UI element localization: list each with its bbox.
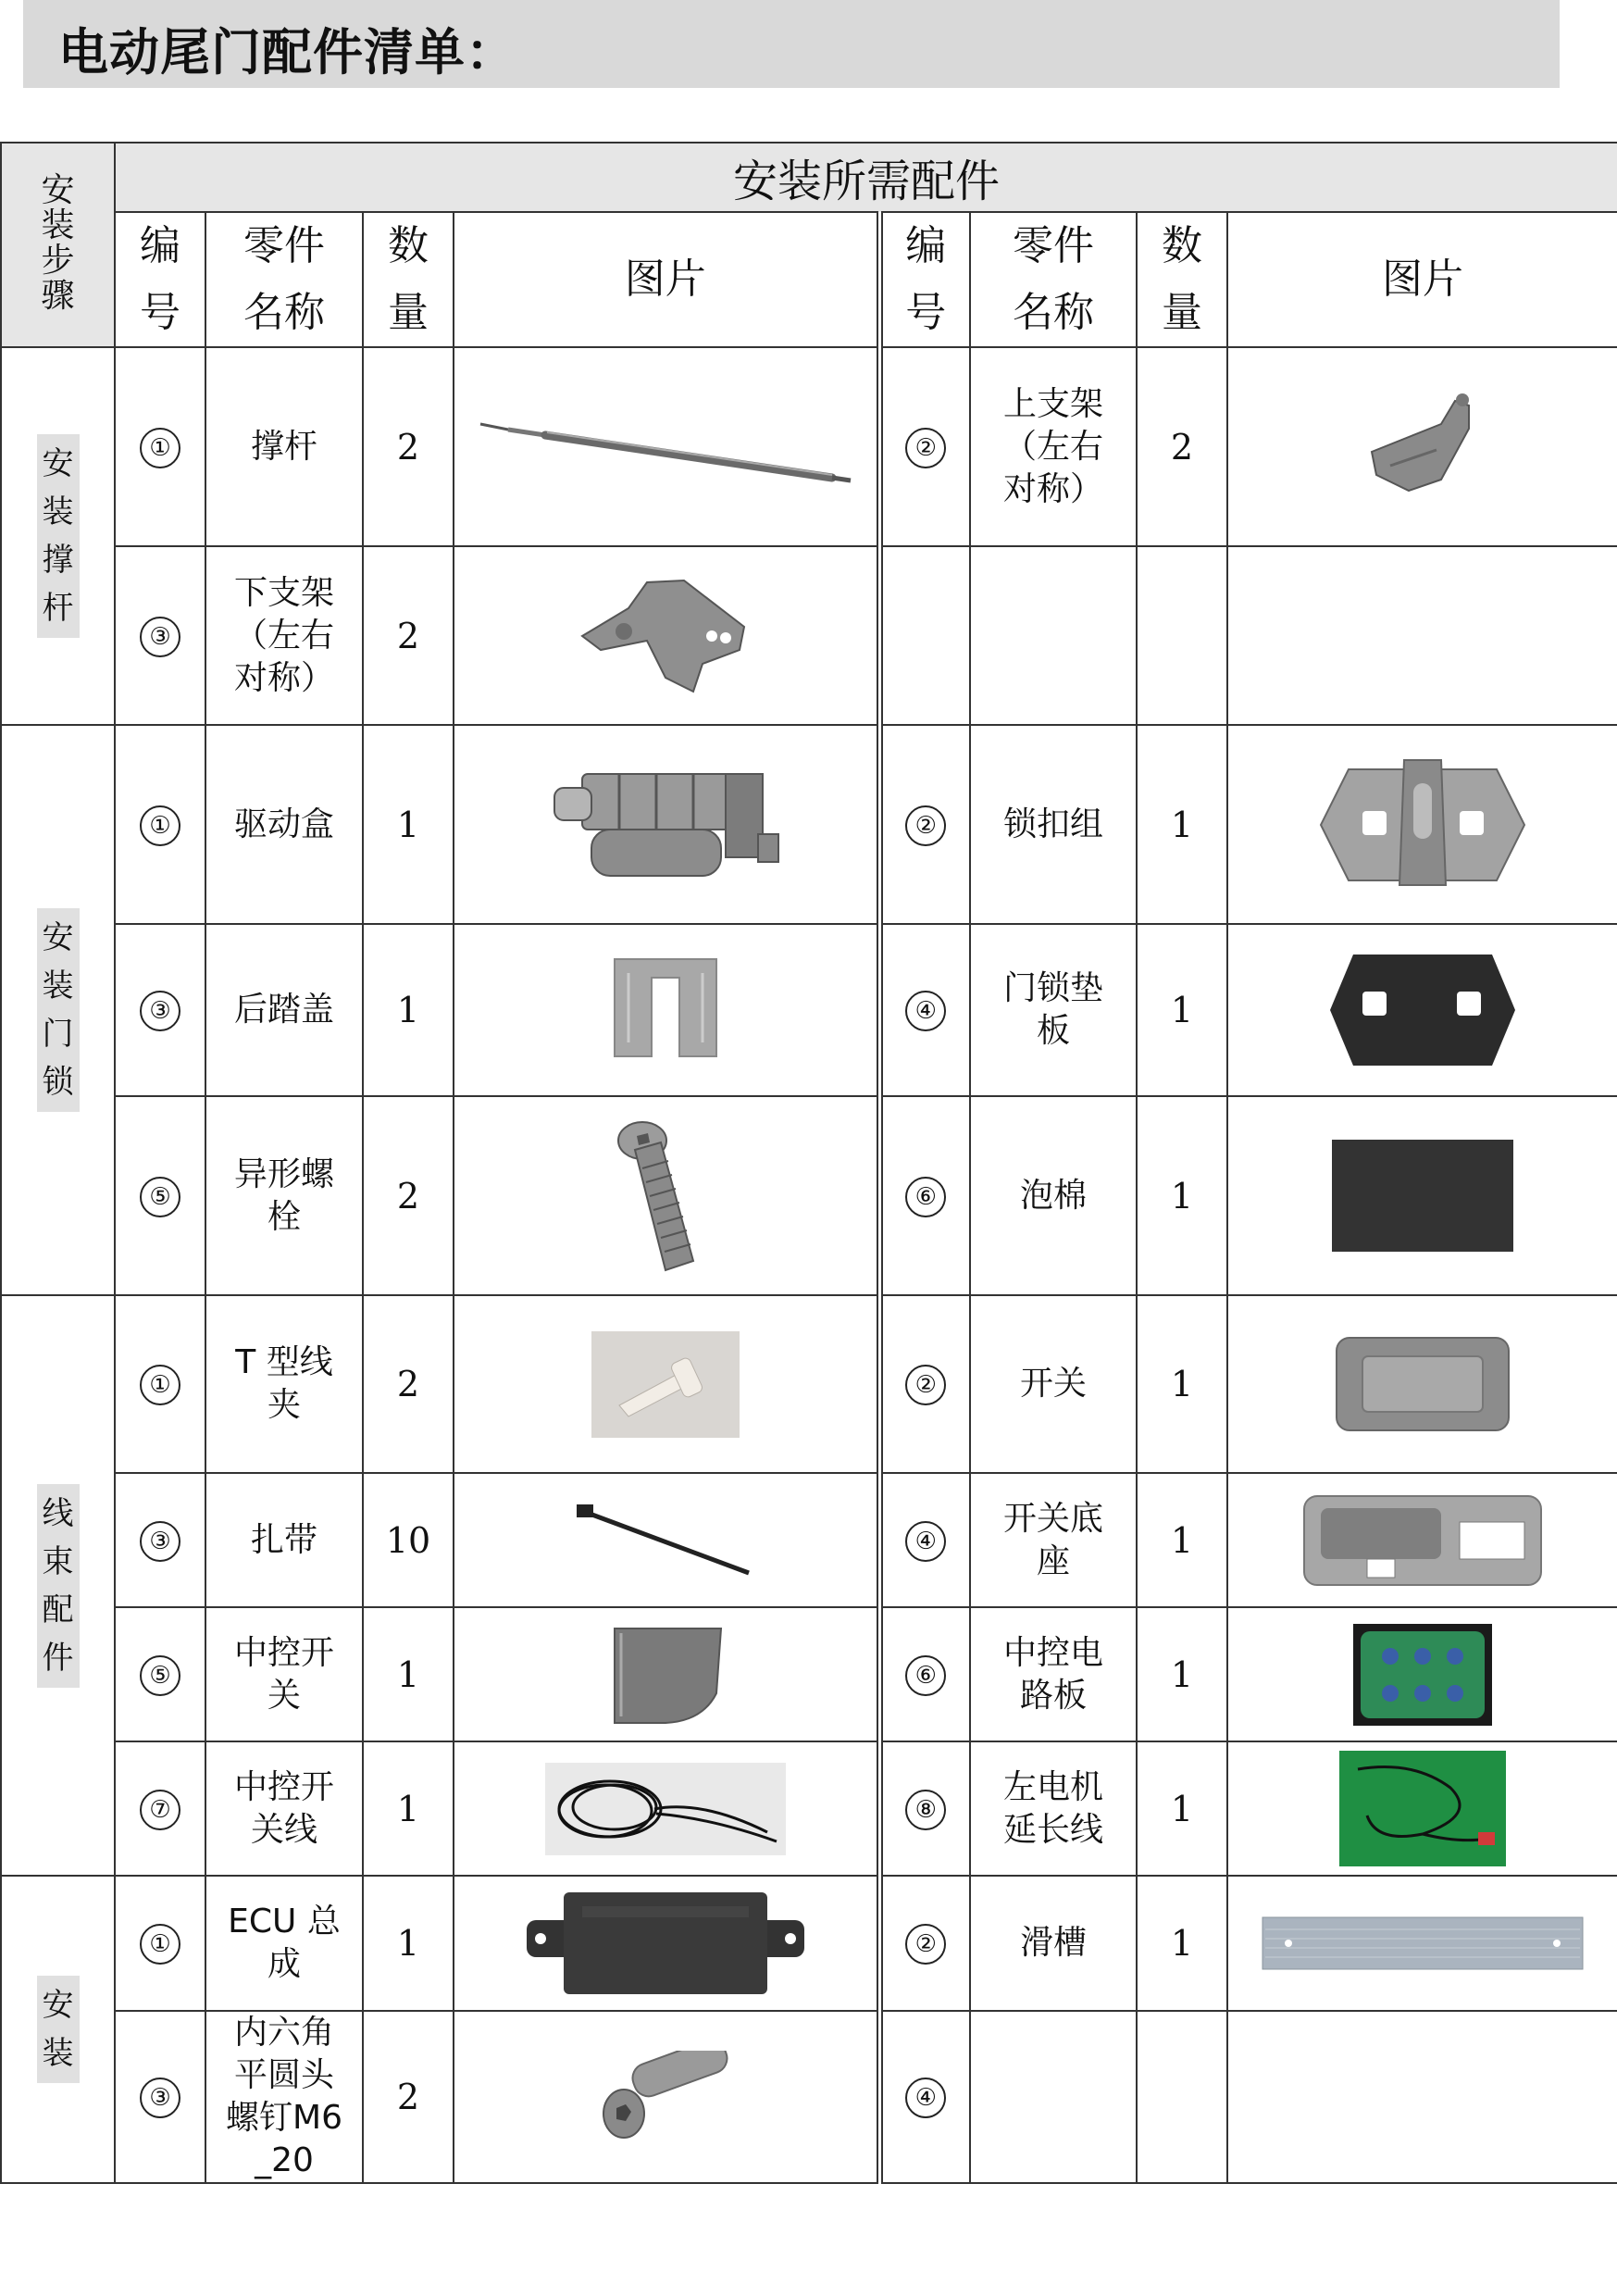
part-name-cell [205, 546, 363, 725]
part-number-badge: ④ [905, 2078, 946, 2118]
part-picture [1227, 1876, 1617, 2011]
part-name: 中控电路板 [1002, 1633, 1103, 1715]
title-bar [23, 0, 1560, 88]
part-picture [454, 347, 879, 546]
switch-base-icon [1228, 1494, 1617, 1587]
part-quantity: 1 [1137, 1741, 1227, 1876]
part-quantity: 2 [363, 1096, 454, 1295]
part-name-cell [970, 2011, 1137, 2183]
table-row [1, 1876, 1617, 2011]
qty-header: 数 量 [1137, 212, 1227, 347]
table-row [1, 1607, 1617, 1741]
part-number-badge: ① [140, 1924, 180, 1965]
table-row [1, 2011, 1617, 2183]
parts-table [0, 142, 1617, 2184]
part-number-badge: ⑦ [140, 1790, 180, 1830]
part-name-cell [970, 1473, 1137, 1607]
part-quantity: 1 [363, 1876, 454, 2011]
part-quantity: 2 [1137, 347, 1227, 546]
part-number [115, 1607, 205, 1741]
qty-header: 数 量 [363, 212, 454, 347]
part-number [115, 1876, 205, 2011]
part-number-badge: ③ [140, 617, 180, 657]
part-name: 内六角平圆头螺钉M6_20 [226, 2014, 342, 2179]
part-name: 下支架（左右对称） [233, 573, 334, 697]
part-number-badge: ① [140, 428, 180, 468]
part-number [115, 1473, 205, 1607]
part-name: 滑槽 [1019, 1924, 1087, 1962]
parts-body [1, 347, 1617, 2183]
part-name-cell [205, 2011, 363, 2183]
part-name: 左电机延长线 [1002, 1767, 1103, 1849]
table-row [1, 725, 1617, 924]
part-number-badge: ⑥ [905, 1177, 946, 1217]
part-name-cell [970, 1295, 1137, 1473]
part-number [879, 1876, 970, 2011]
no-header: 编 号 [115, 212, 205, 347]
part-number-badge: ② [905, 1924, 946, 1965]
part-name: 上支架（左右对称） [1002, 384, 1103, 508]
part-picture [1227, 725, 1617, 924]
part-name-cell [970, 1876, 1137, 2011]
part-picture [454, 1096, 879, 1295]
part-number [115, 2011, 205, 2183]
drive-box-icon [454, 755, 877, 894]
part-quantity: 1 [363, 725, 454, 924]
step-cell [1, 725, 115, 1295]
table-row [1, 546, 1617, 725]
extension-cable-icon [1228, 1751, 1617, 1866]
part-picture [1227, 1473, 1617, 1607]
part-name-cell [205, 1295, 363, 1473]
part-name-cell [970, 1741, 1137, 1876]
step-label: 安装 [37, 1976, 80, 2083]
step-label: 安装撑杆 [37, 434, 80, 638]
part-number [879, 1473, 970, 1607]
part-name-cell [970, 924, 1137, 1096]
part-name-cell [205, 347, 363, 546]
table-row [1, 1741, 1617, 1876]
part-name-cell [205, 1473, 363, 1607]
switch-icon [1228, 1333, 1617, 1435]
part-name: 扎带 [250, 1520, 317, 1559]
no-header: 编 号 [879, 212, 970, 347]
circuit-board-icon [1228, 1624, 1617, 1726]
part-quantity: 2 [363, 2011, 454, 2183]
part-picture [1227, 924, 1617, 1096]
part-name-cell [970, 725, 1137, 924]
table-row [1, 924, 1617, 1096]
part-number-badge: ③ [140, 991, 180, 1031]
part-picture [454, 546, 879, 725]
part-number-badge: ⑤ [140, 1177, 180, 1217]
part-quantity: 2 [363, 546, 454, 725]
part-name: 驱动盒 [233, 805, 334, 843]
step-label: 安装门锁 [37, 908, 80, 1112]
hex-screw-icon [454, 2051, 877, 2143]
foam-icon [1228, 1138, 1617, 1254]
part-quantity: 1 [1137, 924, 1227, 1096]
part-picture [454, 1741, 879, 1876]
part-number [115, 924, 205, 1096]
part-picture [454, 1876, 879, 2011]
step-cell [1, 1876, 115, 2183]
part-number-badge: ③ [140, 1521, 180, 1562]
picture-header: 图片 [1227, 212, 1617, 347]
strut-rod-icon [454, 406, 877, 489]
part-name-cell [970, 546, 1137, 725]
t-clip-icon [454, 1331, 877, 1438]
table-row [1, 347, 1617, 546]
part-number-badge: ② [905, 1365, 946, 1405]
step-cell [1, 347, 115, 725]
part-number [115, 546, 205, 725]
part-number-badge: ④ [905, 1521, 946, 1562]
part-number-badge: ② [905, 805, 946, 846]
part-number [115, 725, 205, 924]
part-picture [1227, 1607, 1617, 1741]
part-number [115, 1741, 205, 1876]
cable-tie-icon [454, 1499, 877, 1582]
part-number [115, 347, 205, 546]
part-picture [1227, 546, 1617, 725]
ecu-box-icon [454, 1888, 877, 1999]
part-name: 门锁垫板 [1002, 969, 1103, 1050]
part-picture [1227, 1295, 1617, 1473]
part-number [879, 924, 970, 1096]
part-number-badge: ② [905, 428, 946, 468]
part-name-cell [205, 1607, 363, 1741]
part-number-badge: ⑥ [905, 1655, 946, 1696]
part-quantity: 1 [1137, 1607, 1227, 1741]
part-quantity: 1 [363, 924, 454, 1096]
part-quantity: 2 [363, 347, 454, 546]
part-quantity: 2 [363, 1295, 454, 1473]
part-name-cell [970, 1096, 1137, 1295]
part-number [879, 1741, 970, 1876]
part-name-cell [205, 1876, 363, 2011]
part-name: 中控开关 [233, 1633, 334, 1715]
slide-rail-icon [1228, 1915, 1617, 1971]
parts-group-header: 安装所需配件 [115, 143, 1617, 212]
part-number [879, 1607, 970, 1741]
part-picture [454, 1295, 879, 1473]
part-picture [454, 2011, 879, 2183]
step-cover-icon [454, 955, 877, 1066]
part-name: 开关 [1019, 1365, 1087, 1403]
part-quantity: 1 [1137, 1876, 1227, 2011]
part-name: 异形螺栓 [233, 1154, 334, 1236]
part-number-badge: ③ [140, 2078, 180, 2118]
part-picture [454, 1473, 879, 1607]
part-picture [1227, 1096, 1617, 1295]
step-column-header: 安装步骤 [1, 143, 115, 347]
table-row [1, 1473, 1617, 1607]
part-quantity: 1 [363, 1741, 454, 1876]
part-picture [454, 924, 879, 1096]
part-number-badge: ④ [905, 991, 946, 1031]
part-picture [454, 1607, 879, 1741]
table-row [1, 1096, 1617, 1295]
part-name-cell [205, 725, 363, 924]
part-number [879, 1096, 970, 1295]
part-name: 后踏盖 [233, 991, 334, 1029]
center-switch-icon [454, 1619, 877, 1730]
part-quantity: 1 [1137, 1295, 1227, 1473]
part-picture [454, 725, 879, 924]
step-cell [1, 1295, 115, 1876]
part-number-badge: ① [140, 805, 180, 846]
part-name: T 型线夹 [235, 1343, 333, 1424]
picture-header: 图片 [454, 212, 879, 347]
lower-bracket-icon [454, 571, 877, 701]
part-quantity: 1 [363, 1607, 454, 1741]
part-number-badge: ① [140, 1365, 180, 1405]
part-quantity [1137, 546, 1227, 725]
part-name-cell [970, 347, 1137, 546]
part-name: ECU 总成 [228, 1903, 341, 1983]
part-quantity: 1 [1137, 1473, 1227, 1607]
name-header: 零件 名称 [205, 212, 363, 347]
part-quantity: 1 [1137, 1096, 1227, 1295]
part-name-cell [205, 1741, 363, 1876]
part-number [879, 2011, 970, 2183]
part-name: 撑杆 [250, 427, 317, 466]
part-name-cell [205, 1096, 363, 1295]
part-number [879, 546, 970, 725]
page-title: 电动尾门配件清单： [58, 23, 516, 81]
latch-plate-icon [1228, 755, 1617, 894]
part-name: 泡棉 [1019, 1176, 1087, 1215]
bolt-icon [454, 1113, 877, 1279]
part-number-badge: ⑤ [140, 1655, 180, 1696]
part-number [879, 347, 970, 546]
part-picture [1227, 1741, 1617, 1876]
part-number [879, 725, 970, 924]
part-quantity [1137, 2011, 1227, 2183]
lock-pad-icon [1228, 950, 1617, 1070]
part-picture [1227, 2011, 1617, 2183]
part-name-cell [205, 924, 363, 1096]
part-number [115, 1096, 205, 1295]
table-row [1, 1295, 1617, 1473]
part-quantity: 1 [1137, 725, 1227, 924]
part-picture [1227, 347, 1617, 546]
part-name: 中控开关线 [233, 1767, 334, 1849]
part-name: 开关底座 [1002, 1499, 1103, 1580]
part-number [115, 1295, 205, 1473]
part-number [879, 1295, 970, 1473]
part-name-cell [970, 1607, 1137, 1741]
part-number-badge: ⑧ [905, 1790, 946, 1830]
part-quantity: 10 [363, 1473, 454, 1607]
part-name: 锁扣组 [1002, 805, 1103, 843]
step-label: 线束配件 [37, 1484, 80, 1688]
name-header: 零件 名称 [970, 212, 1137, 347]
upper-bracket-icon [1228, 387, 1617, 507]
switch-cable-icon [454, 1763, 877, 1855]
